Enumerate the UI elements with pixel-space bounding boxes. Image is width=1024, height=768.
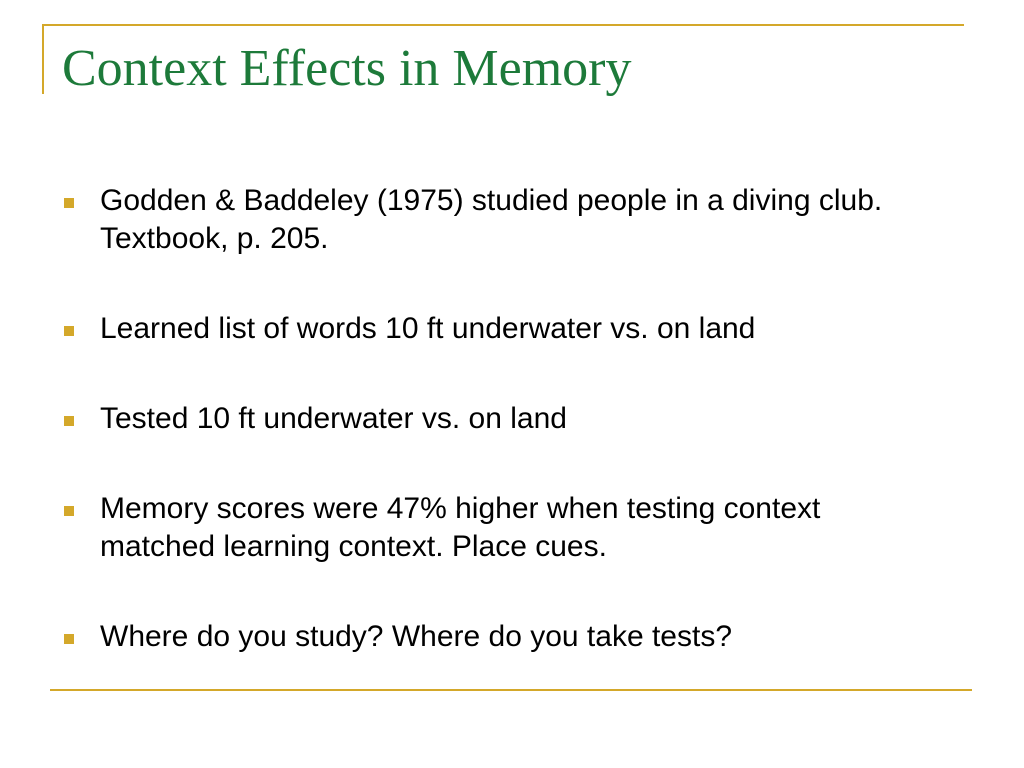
square-bullet-icon — [64, 326, 74, 336]
square-bullet-icon — [64, 634, 74, 644]
bullet-list — [62, 182, 942, 656]
slide-title: Context Effects in Memory — [62, 40, 632, 97]
square-bullet-icon — [64, 506, 74, 516]
square-bullet-icon — [64, 416, 74, 426]
bullet-item — [62, 182, 942, 258]
left-accent-line — [42, 24, 44, 94]
bullet-text: Learned list of words 10 ft underwater vs. on land — [100, 312, 756, 345]
bullet-text: Where do you study? Where do you take tests? — [100, 620, 733, 653]
bottom-divider-line — [50, 689, 972, 691]
bullet-item — [62, 618, 942, 656]
bullet-item — [62, 400, 942, 438]
bullet-item — [62, 310, 942, 348]
bullet-text: Godden & Baddeley (1975) studied people in a diving club. Textbook, p. 205. — [100, 184, 883, 255]
bullet-item — [62, 490, 942, 566]
top-divider-line — [42, 24, 964, 26]
bullet-text: Memory scores were 47% higher when testing context matched learning context. Place cues. — [100, 492, 821, 563]
square-bullet-icon — [64, 198, 74, 208]
bullet-text: Tested 10 ft underwater vs. on land — [100, 402, 567, 435]
